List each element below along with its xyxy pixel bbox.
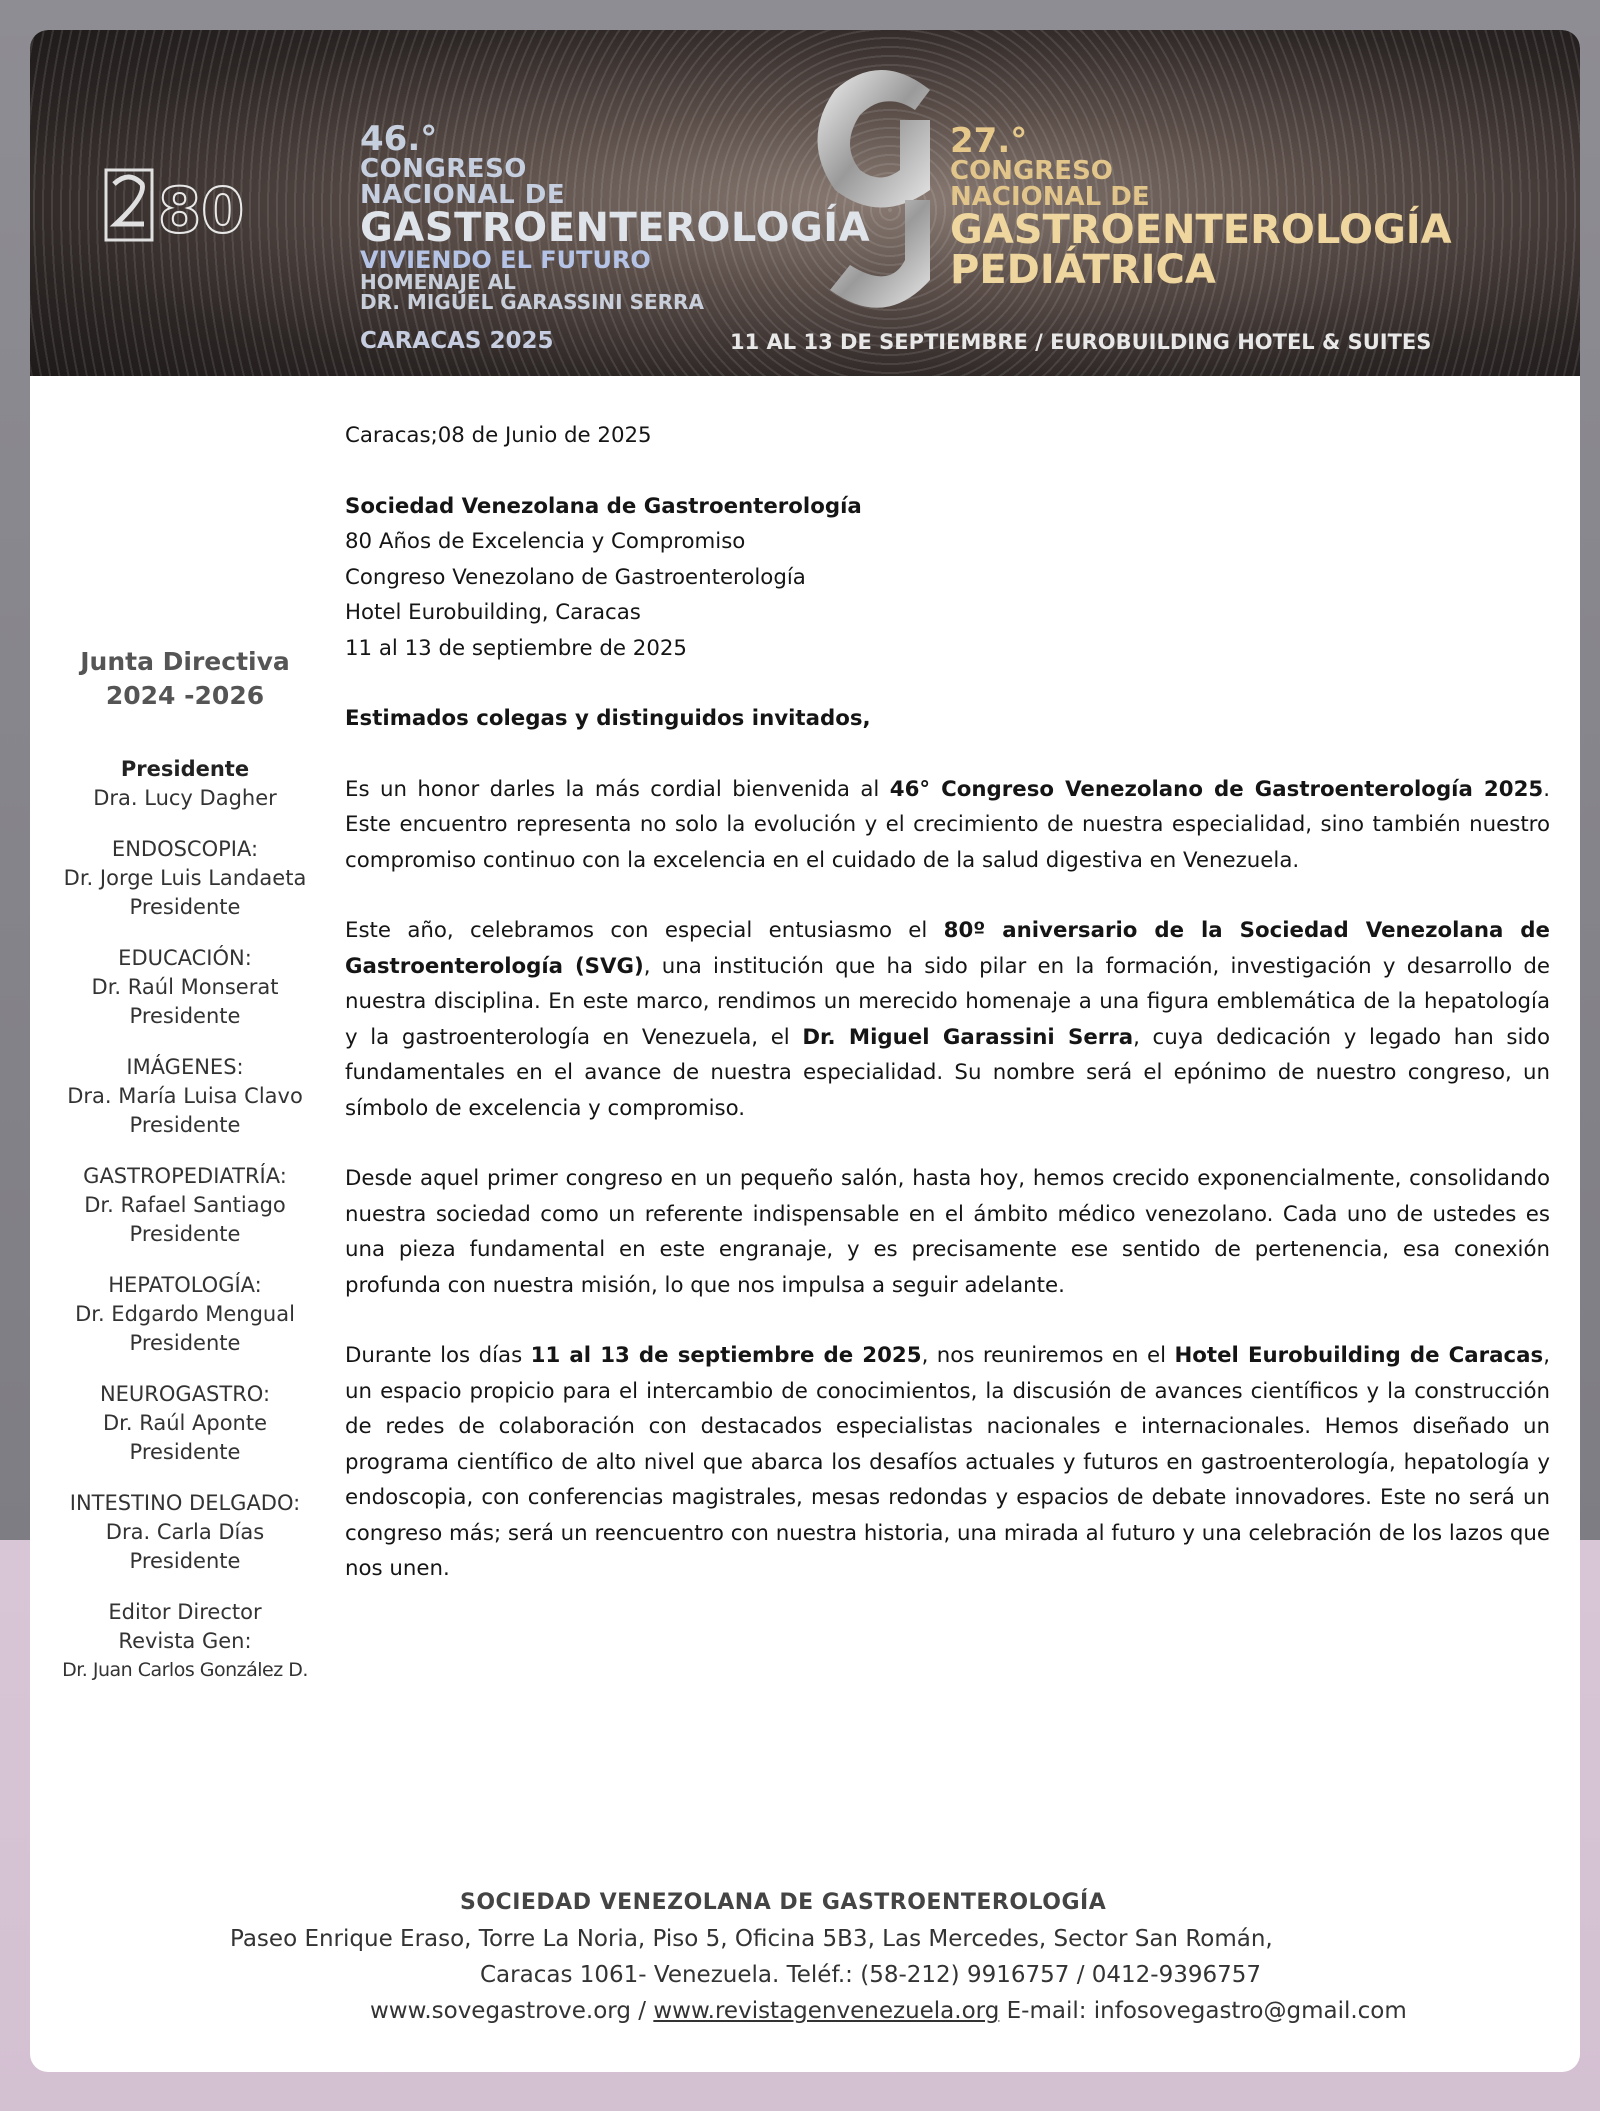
letter-page bbox=[30, 30, 1580, 2072]
letter-header: Sociedad Venezolana de Gastroenterología 80 Años de Excelencia y Compromiso Congreso Venezolano de Gastroenterología Hotel Eurobuilding, Caracas 11 al 13 de septiembre de 2025 bbox=[345, 493, 862, 661]
board-period: 2024 -2026 bbox=[105, 681, 265, 710]
header-org: Sociedad Venezolana de Gastroenterología bbox=[345, 493, 862, 519]
board-group: HEPATOLOGÍA: Dr. Edgardo Mengual Presidente bbox=[75, 1273, 295, 1355]
paragraph-4: Durante los días 11 al 13 de septiembre de 2025, nos reuniremos en el Hotel Eurobuilding de Caracas, un espacio propicio para el intercambio de conocimientos, la discusión de avances científicos y la construcción de redes de colaboración con destacados especialistas nacionales e internacionales. Hemos diseñado un programa científico de alto nivel que abarca los desafíos actuales y futuros en gastroenterología, hepatología y endoscopia, con conferencias magistrales, mesas redondas y espacios de debate innovadores. Este no será un congreso más; será un reencuentro con nuestra historia, una mirada al futuro y una celebración de los lazos que nos unen. bbox=[345, 1343, 1550, 1581]
svg-text:80: 80 bbox=[158, 174, 245, 247]
board-title: Junta Directiva bbox=[80, 647, 290, 676]
congress-title-left: 46.° CONGRESO NACIONAL DE GASTROENTEROLOGÍA VIVIENDO EL FUTURO HOMENAJE AL DR. MIGUEL GARASSINI SERRA bbox=[360, 119, 871, 314]
svg-80-anniversary-logo bbox=[102, 162, 252, 272]
board-sidebar bbox=[30, 645, 340, 1685]
board-group: IMÁGENES: Dra. María Luisa Clavo Presidente bbox=[67, 1055, 303, 1137]
board-group: GASTROPEDIATRÍA: Dr. Rafael Santiago Presidente bbox=[83, 1164, 287, 1246]
board-group: EDUCACIÓN: Dr. Raúl Monserat Presidente bbox=[91, 946, 279, 1028]
paragraph-3: Desde aquel primer congreso en un pequeño salón, hasta hoy, hemos crecido exponencialmente, consolidando nuestra sociedad como un referente indispensable en el ámbito médico venezolano. Cada uno de ustedes es una pieza fundamental en este engranaje, y es precisamente ese sentido de pertenencia, esa conexión profunda con nuestra misión, lo que nos impulsa a seguir adelante. bbox=[345, 1166, 1550, 1298]
paragraph-2: Este año, celebramos con especial entusiasmo el 80º aniversario de la Sociedad Venezolana de Gastroenterología (SVG), una institución que ha sido pilar en la formación, investigación y desarrollo de nuestra disciplina. En este marco, rendimos un merecido homenaje a una figura emblemática de la hepatología y la gastroenterología en Venezuela, el Dr. Miguel Garassini Serra, cuya dedicación y legado han sido fundamentales en el avance de nuestra especialidad. Su nombre será el epónimo de nuestro congreso, un símbolo de excelencia y compromiso. bbox=[345, 918, 1550, 1121]
editor-group: Editor Director Revista Gen: Dr. Juan Carlos González D. bbox=[62, 1600, 308, 1681]
paragraph-1: Es un honor darles la más cordial bienvenida al 46° Congreso Venezolano de Gastroenterología 2025. Este encuentro representa no solo la evolución y el crecimiento de nuestra especialidad, sino también nuestro compromiso continuo con la excelencia en el cuidado de la salud digestiva en Venezuela. bbox=[345, 776, 1550, 873]
congress-g-emblem bbox=[790, 50, 970, 350]
letter-body bbox=[345, 418, 1550, 1587]
president-title: Presidente bbox=[120, 757, 250, 781]
footer-contacts: www.sovegastrove.org / www.revistagenvenezuela.org E-mail: infosovegastro@gmail.com bbox=[370, 1998, 1407, 2024]
letter-date: Caracas;08 de Junio de 2025 bbox=[345, 423, 652, 448]
footer-org: SOCIEDAD VENEZOLANA DE GASTROENTEROLOGÍA bbox=[460, 1890, 1107, 1915]
congress-number: 46.° bbox=[360, 119, 438, 159]
board-group: NEUROGASTRO: Dr. Raúl Aponte Presidente bbox=[99, 1382, 271, 1464]
salutation: Estimados colegas y distinguidos invitados, bbox=[345, 706, 871, 731]
footer-address-2: Caracas 1061- Venezuela. Teléf.: (58-212) 9916757 / 0412-9396757 bbox=[480, 1962, 1262, 1988]
website-link[interactable]: www.sovegastrove.org bbox=[370, 1998, 631, 2024]
email-text[interactable]: E-mail: infosovegastro@gmail.com bbox=[999, 1998, 1407, 2024]
city-year: CARACAS 2025 bbox=[360, 328, 554, 354]
board-group: INTESTINO DELGADO: Dra. Carla Días Presidente bbox=[69, 1491, 301, 1573]
congress-banner bbox=[30, 30, 1580, 376]
pediatric-congress-number: 27.° bbox=[950, 121, 1028, 161]
footer-address-1: Paseo Enrique Eraso, Torre La Noria, Piso 5, Oficina 5B3, Las Mercedes, Sector San Román, bbox=[230, 1926, 1273, 1952]
journal-link[interactable]: www.revistagenvenezuela.org bbox=[653, 1998, 1000, 2024]
board-group: ENDOSCOPIA: Dr. Jorge Luis Landaeta Presidente bbox=[63, 837, 307, 919]
dates-venue: 11 AL 13 DE SEPTIEMBRE / EUROBUILDING HOTEL & SUITES bbox=[730, 330, 1432, 354]
president-name: Dra. Lucy Dagher bbox=[93, 786, 277, 810]
congress-title-right: 27.° CONGRESO NACIONAL DE GASTROENTEROLOGÍA PEDIÁTRICA bbox=[950, 121, 1452, 293]
